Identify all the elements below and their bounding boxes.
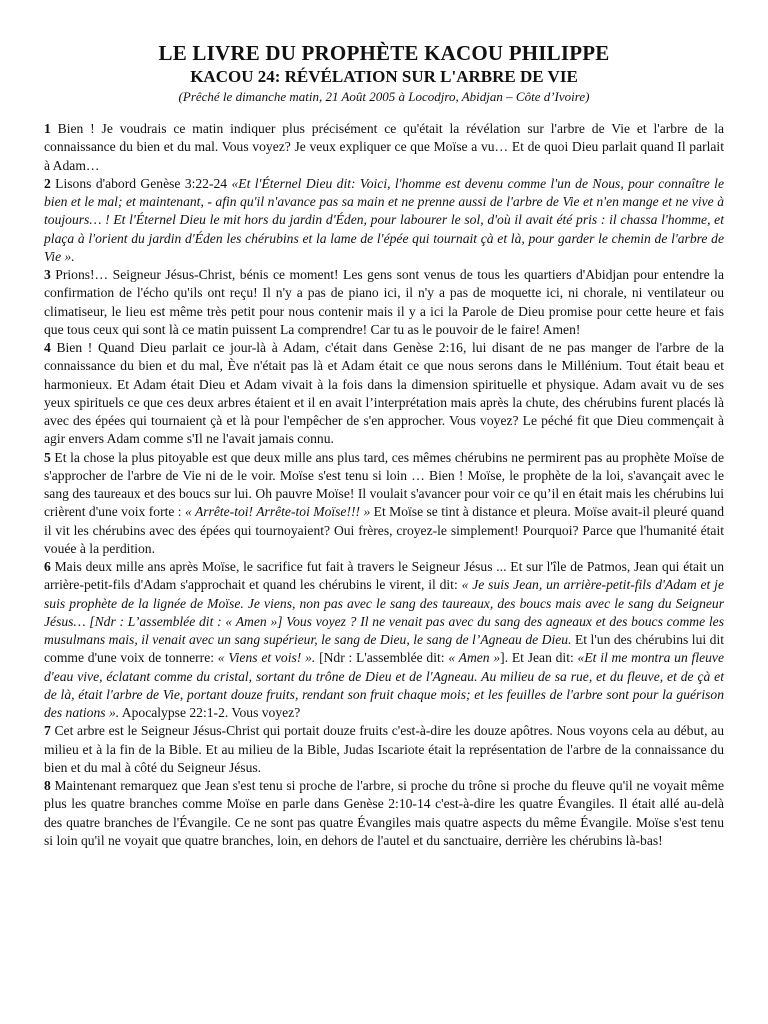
paragraph-text: Bien ! Je voudrais ce matin indiquer plus précisément ce qu'était la révélation sur l'arbre de Vie et l'arbre de la connaissance du bien et du mal. Vous voyez? Je veux expliquer ce que Moïse a vu… Et de quoi Dieu parlait quand Il parlait à Adam…	[44, 121, 724, 173]
paragraph-number: 3	[44, 267, 51, 282]
paragraph-2	[44, 175, 724, 266]
paragraph-number: 7	[44, 723, 51, 739]
paragraph-number: 5	[44, 449, 51, 465]
book-title: LE LIVRE DU PROPHÈTE KACOU PHILIPPE	[158, 41, 610, 65]
paragraph-number: 2	[44, 175, 51, 191]
quoted-text: « Amen »	[448, 650, 501, 666]
quoted-text: « Arrête-toi! Arrête-toi Moïse!!! »	[185, 504, 371, 520]
paragraph-text: Maintenant remarquez que Jean s'est tenu si proche de l'arbre, si proche du trône si proche du fleuve qu'il ne voyait même plus les quatre branches comme Moïse en parle dans Genèse 2:10-14 c'est-à-dire les quatre Évangiles. Il était allé au-delà des quatre branches de l'Évangile. Ce ne sont pas quatre Évangiles mais quatre aspects du même Évangile. Moïse s'est tenu si loin qu'il ne voyait que quatre branches, loin, en dehors de l'autel et du sanctuaire, derrière les chérubins là-bas!	[44, 778, 724, 848]
paragraph-text: Lisons d'abord Genèse 3:22-24	[50, 175, 232, 191]
paragraph-text: Prions!… Seigneur Jésus-Christ, bénis ce moment! Les gens sont venus de tous les quartiers d'Abidjan pour entendre la confirmation de l'écho qu'ils ont reçu! Il n'y a pas de piano ici, il n'y a pas de moquette ici, ni chorale, ni ventilateur ou climatiseur, le lieu est même très petit pour nous contenir mais il y a ici la Parole de Dieu promise pour cette heure et fais que tous ceux qui sont là ce matin puissent La comprendre! Car tu as le pouvoir de le faire! Amen!	[44, 267, 724, 337]
paragraph-text: Et l'un des chérubins lui dit comme d'une voix de tonnerre:	[44, 632, 724, 666]
paragraph-number: 1	[44, 121, 51, 136]
sermon-title: KACOU 24: RÉVÉLATION SUR L'ARBRE DE VIE	[190, 67, 578, 86]
quoted-text: « Viens et vois! ».	[217, 650, 316, 666]
paragraph-text: ]. Et Jean dit:	[500, 650, 578, 666]
paragraph-5	[44, 449, 724, 559]
paragraph-text: Apocalypse 22:1-2. Vous voyez?	[119, 705, 301, 720]
paragraph-number: 6	[44, 559, 51, 574]
sermon-body	[44, 120, 724, 850]
paragraph-text: [Ndr : L'assemblée dit:	[315, 650, 449, 666]
paragraph-1	[44, 120, 724, 175]
paragraph-text: Et Moïse se tint à distance et pleura. Moïse avait-il pleuré quand il vit les chérubins avec des épées qui tournoyaient? Oui frères, croyez-le simplement! Pourquoi? Parce que l'humanité était vouée à la perdition.	[44, 504, 724, 556]
paragraph-3	[44, 266, 724, 339]
quoted-text: «Et il me montra un fleuve d'eau vive, éclatant comme du cristal, sortant du trône de Dieu et de l'Agneau. Au milieu de sa rue, et du fleuve, et de çà et de là, était l'arbre de Vie, portant douze fruits, rendant son fruit chaque mois; et les feuilles de l'arbre sont pour la guérison des nations ».	[44, 650, 724, 720]
sermon-dateline: (Prêché le dimanche matin, 21 Août 2005 à Locodjro, Abidjan – Côte d’Ivoire)	[178, 89, 590, 104]
paragraph-text: Mais deux mille ans après Moïse, le sacrifice fut fait à travers le Seigneur Jésus ... Et sur l'île de Patmos, Jean qui était un arrière-petit-fils d'Adam s'approchait et quand les chérubins le virent, il dit:	[44, 559, 724, 593]
paragraph-number: 8	[44, 778, 51, 793]
paragraph-text: Bien ! Quand Dieu parlait ce jour-là à Adam, c'était dans Genèse 2:16, lui disant de ne pas manger de l'arbre de la connaissance du bien et du mal, Ève n'était pas là et Adam était ce que nous serons dans le Millénium. Tout était beau et harmonieux. Et Adam était Dieu et Adam vivait à la fois dans la dimension spirituelle et physique. Adam avait vu de ses yeux spirituels ce que ces deux arbres étaient et il en avait l’interprétation mais après la chute, des chérubins furent placés là avec des épées qui tournaient çà et là pour l'empêcher de s'en approcher. Vous voyez? Le péché fit que Dieu commençait à agir envers Adam comme s'Il ne l'avait jamais connu.	[44, 340, 724, 447]
quoted-text: « Je suis Jean, un arrière-petit-fils d'Adam et je suis prophète de la lignée de Moïse. Je viens, non pas avec le sang des taureaux, des boucs mais avec le sang du Seigneur Jésus… [Ndr : L’assemblée dit : « Amen »] Vous voyez ? Il ne venait pas avec du sang des agneaux et des boucs comme les musulmans mais, il venait avec un sang supérieur, le sang de Dieu, le sang de l’Agneau de Dieu.	[44, 577, 724, 647]
quoted-text: «Et l'Éternel Dieu dit: Voici, l'homme est devenu comme l'un de Nous, pour connaître le bien et le mal; et maintenant, - afin qu'il n'avance pas sa main et ne prenne aussi de l'arbre de Vie et n'en mange et ne vive à toujours… ! Et l'Éternel Dieu le mit hors du jardin d'Éden, pour labourer le sol, d'où il avait été pris : il chassa l'homme, et plaça à l'orient du jardin d'Éden les chérubins et la lame de l'épée qui tournait çà et là, pour garder le chemin de l'arbre de Vie ».	[44, 175, 724, 264]
paragraph-text: Cet arbre est le Seigneur Jésus-Christ qui portait douze fruits c'est-à-dire les douze apôtres. Nous voyons cela au début, au milieu et à la fin de la Bible. Et au milieu de la Bible, Judas Iscariote était la représentation de l'arbre de la connaissance du bien et du mal à côté du Seigneur Jésus.	[44, 723, 724, 775]
paragraph-number: 4	[44, 340, 51, 355]
paragraph-4	[44, 339, 724, 449]
paragraph-text: Et la chose la plus pitoyable est que deux mille ans plus tard, ces mêmes chérubins ne permirent pas au prophète Moïse de s'approcher de l'arbre de Vie ni de le voir. Moïse s'est tenu si loin … Bien ! Moïse, le prophète de la loi, s'avançait avec le sang des taureaux et des boucs sur lui. Oh pauvre Moïse! Il voulait s'avancer pour voir ce qu’il en était mais les chérubins lui crièrent d'une voix forte :	[44, 449, 724, 520]
paragraph-8	[44, 777, 724, 850]
paragraph-6	[44, 558, 724, 722]
paragraph-7	[44, 722, 724, 777]
